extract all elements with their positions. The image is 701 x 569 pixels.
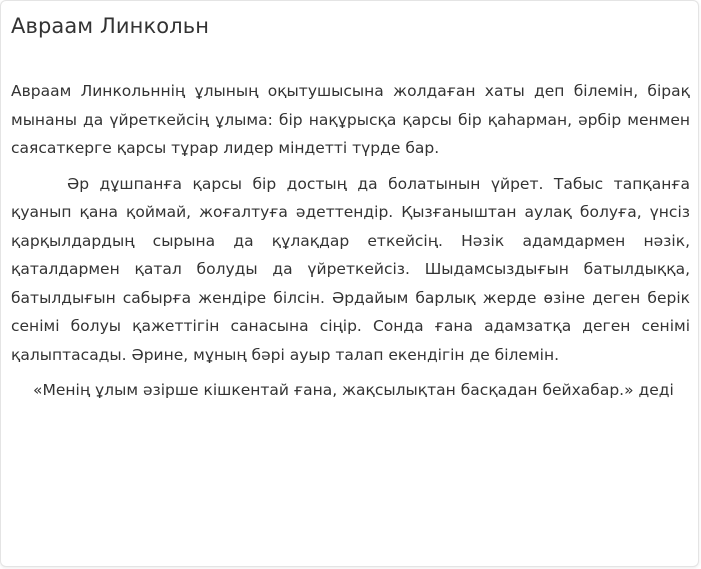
quote-paragraph: «Менің ұлым әзірше кішкентай ғана, жақсылықтан басқадан бейхабар.» деді [33,381,674,399]
paragraph-1: Авраам Линкольннің ұлының оқытушысына жолдаған хаты деп білемін, бірақ мынаны да үйреткейсің ұлыма: бір нақұрысқа қарсы бір қаһарман, әрбір менмен саясаткерге қарсы тұрар лидер міндетті түрде бар. [11,82,690,157]
paragraph-2: Әр дұшпанға қарсы бір достың да болатынын үйрет. Табыс тапқанға қуанып қана қоймай, жоғалтуға әдеттендір. Қызғаныштан аулақ болуға, үнсіз қарқылдардың сырына да құлақдар еткейсің. Нәзік адамдармен нәзік, қаталдармен қатал болуды да үйреткейсіз. Шыдамсыздығын батылдыққа, батылдығын сабырға жендіре білсін. Әрдайым барлық жерде өзіне деген берік сенімі болуы қажеттігін санасына сіңір. Сонда ғана адамзатқа деген сенімі қалыптасады. Әрине, мұның бәрі ауыр талап екендігін де білемін. [11,174,690,364]
article-body [11,77,690,412]
article-title: Авраам Линкольн [11,14,210,38]
